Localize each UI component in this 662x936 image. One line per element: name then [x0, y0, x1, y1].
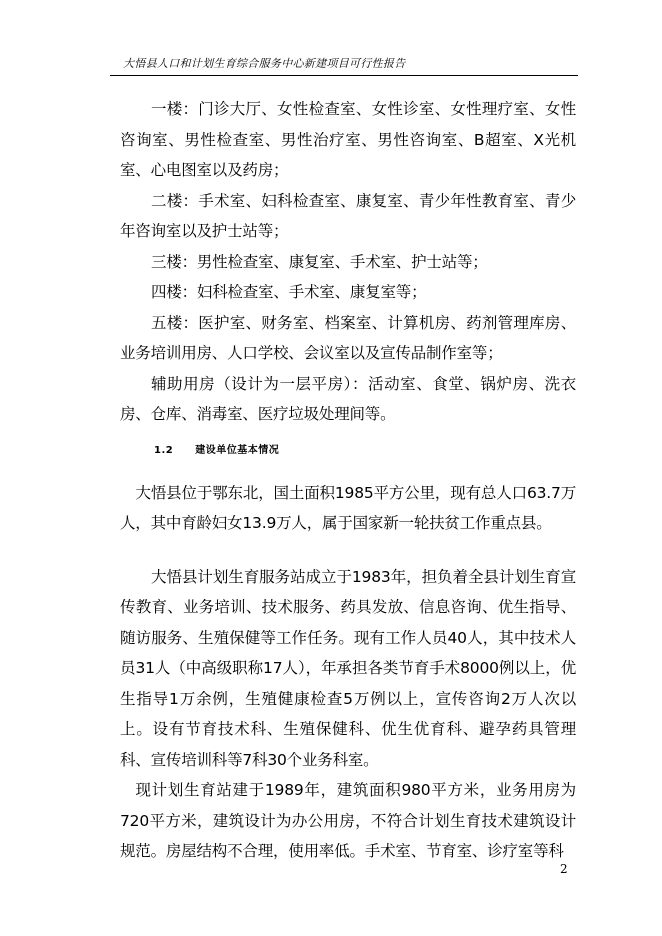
- floor-3-paragraph: 三楼：男性检查室、康复室、手术室、护士站等；: [151, 252, 488, 271]
- current-building-paragraph: 现计划生育站建于1989年，建筑面积980平方米，业务用房为720平方米，建筑设计为办公用房，不符合计划生育技术建筑设计规范。房屋结构不合理，使用率低。手术室、节育室、诊疗室等科: [120, 781, 576, 860]
- auxiliary-rooms-paragraph: 辅助用房（设计为一层平房）：活动室、食堂、锅炉房、洗衣房、仓库、消毒室、医疗垃圾处理间等。: [120, 374, 576, 423]
- document-body: [120, 94, 576, 867]
- floor-2-paragraph: 二楼：手术室、妇科检查室、康复室、青少年性教育室、青少年咨询室以及护士站等；: [120, 191, 576, 240]
- section-heading: [154, 444, 576, 458]
- section-number: 1.2: [154, 444, 174, 456]
- header-divider: [110, 75, 578, 76]
- county-overview-paragraph: 大悟县位于鄂东北，国土面积1985平方公里，现有总人口63.7万人，其中育龄妇女13.9万人，属于国家新一轮扶贫工作重点县。: [120, 483, 576, 532]
- document-header-title: 大悟县人口和计划生育综合服务中心新建项目可行性报告: [123, 57, 406, 70]
- page-number: 2: [560, 862, 568, 876]
- floor-4-paragraph: 四楼：妇科检查室、手术室、康复室等；: [151, 283, 427, 301]
- floor-1-paragraph: 一楼：门诊大厅、女性检查室、女性诊室、女性理疗室、女性咨询室、男性检查室、男性治疗室、男性咨询室、B超室、X光机室、心电图室以及药房；: [120, 100, 576, 179]
- service-station-paragraph: 大悟县计划生育服务站成立于1983年，担负着全县计划生育宣传教育、业务培训、技术服务、药具发放、信息咨询、优生指导、随访服务、生殖保健等工作任务。现有工作人员40人，其中技术人员31人（中高级职称17人），年承担各类节育手术8000例以上，优生指导1万余例，生殖健康检查5万例以上，宣传咨询2万人次以上。设有节育技术科、生殖保健科、优生优育科、避孕药具管理科、宣传培训科等7科30个业务科室。: [120, 567, 576, 769]
- floor-5-paragraph: 五楼：医护室、财务室、档案室、计算机房、药剂管理库房、业务培训用房、人口学校、会议室以及宣传品制作室等；: [120, 313, 576, 362]
- section-title: 建设单位基本情况: [195, 444, 280, 456]
